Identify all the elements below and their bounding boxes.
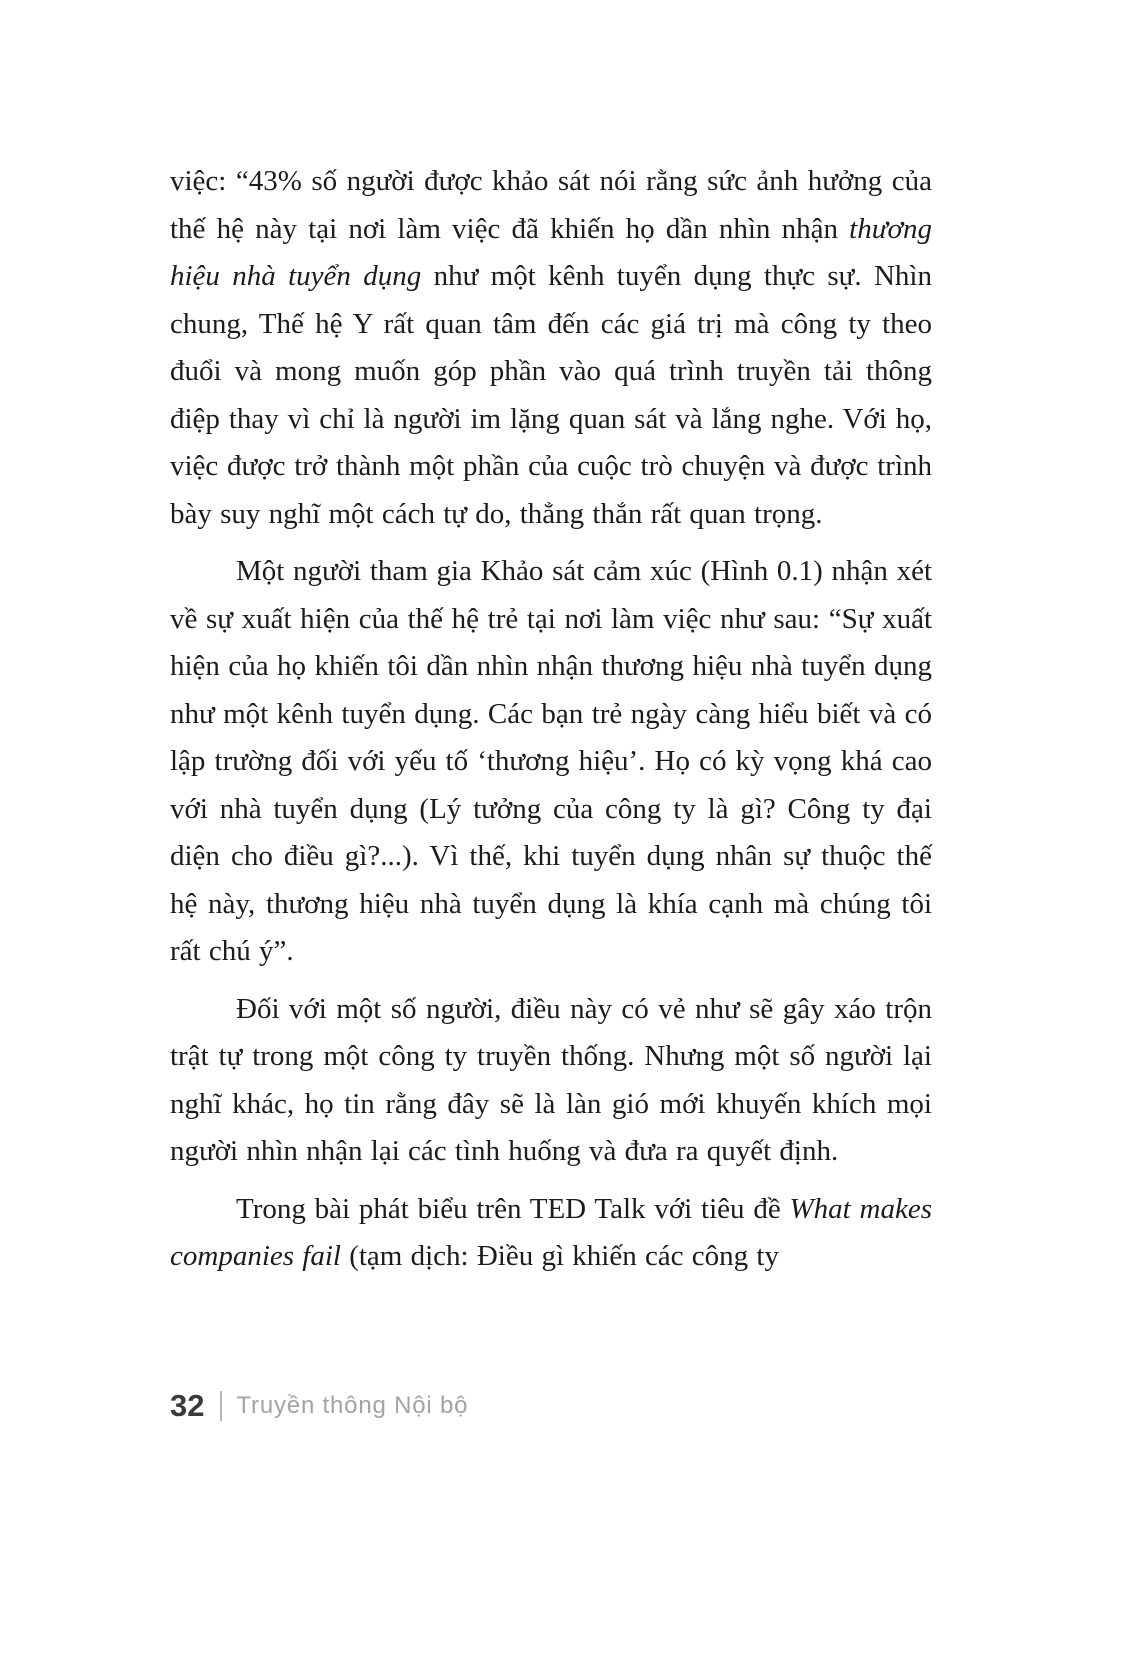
book-title: Truyền thông Nội bộ	[236, 1392, 469, 1419]
text-run: Trong bài phát biểu trên TED Talk với tiêu đề	[236, 1192, 790, 1225]
text-block	[170, 158, 932, 1291]
text-run: Một người tham gia Khảo sát cảm xúc (Hình 0.1) nhận xét về sự xuất hiện của thế hệ trẻ tại nơi làm việc như sau: “Sự xuất hiện của họ khiến tôi dần nhìn nhận thương hiệu nhà tuyển dụng như một kênh tuyển dụng. Các bạn trẻ ngày càng hiểu biết và có lập trường đối với yếu tố ‘thương hiệu’. Họ có kỳ vọng khá cao với nhà tuyển dụng (Lý tưởng của công ty là gì? Công ty đại diện cho điều gì?...). Vì thế, khi tuyển dụng nhân sự thuộc thế hệ này, thương hiệu nhà tuyển dụng là khía cạnh mà chúng tôi rất chú ý”.	[170, 555, 932, 967]
text-run: như một kênh tuyển dụng thực sự. Nhìn chung, Thế hệ Y rất quan tâm đến các giá trị mà công ty theo đuổi và mong muốn góp phần vào quá trình truyền tải thông điệp thay vì chỉ là người im lặng quan sát và lắng nghe. Với họ, việc được trở thành một phần của cuộc trò chuyện và được trình bày suy nghĩ một cách tự do, thẳng thắn rất quan trọng.	[170, 260, 932, 530]
footer-divider	[220, 1391, 222, 1421]
paragraph	[170, 986, 932, 1176]
paragraph	[170, 158, 932, 538]
paragraph	[170, 1186, 932, 1281]
text-run: Đối với một số người, điều này có vẻ như sẽ gây xáo trộn trật tự trong một công ty truyền thống. Nhưng một số người lại nghĩ khác, họ tin rằng đây sẽ là làn gió mới khuyến khích mọi người nhìn nhận lại các tình huống và đưa ra quyết định.	[170, 992, 932, 1167]
page-footer	[170, 1388, 468, 1424]
text-run-italic: thương hiệu nhà tuyển dụng	[170, 212, 932, 292]
page-number: 32	[170, 1388, 205, 1423]
text-run: việc: “43% số người được khảo sát nói rằng sức ảnh hưởng của thế hệ này tại nơi làm việc đã khiến họ dần nhìn nhận	[170, 165, 932, 245]
text-run-italic: What makes companies fail	[170, 1192, 932, 1272]
paragraph	[170, 548, 932, 976]
text-run: (tạm dịch: Điều gì khiến các công ty	[340, 1240, 779, 1272]
